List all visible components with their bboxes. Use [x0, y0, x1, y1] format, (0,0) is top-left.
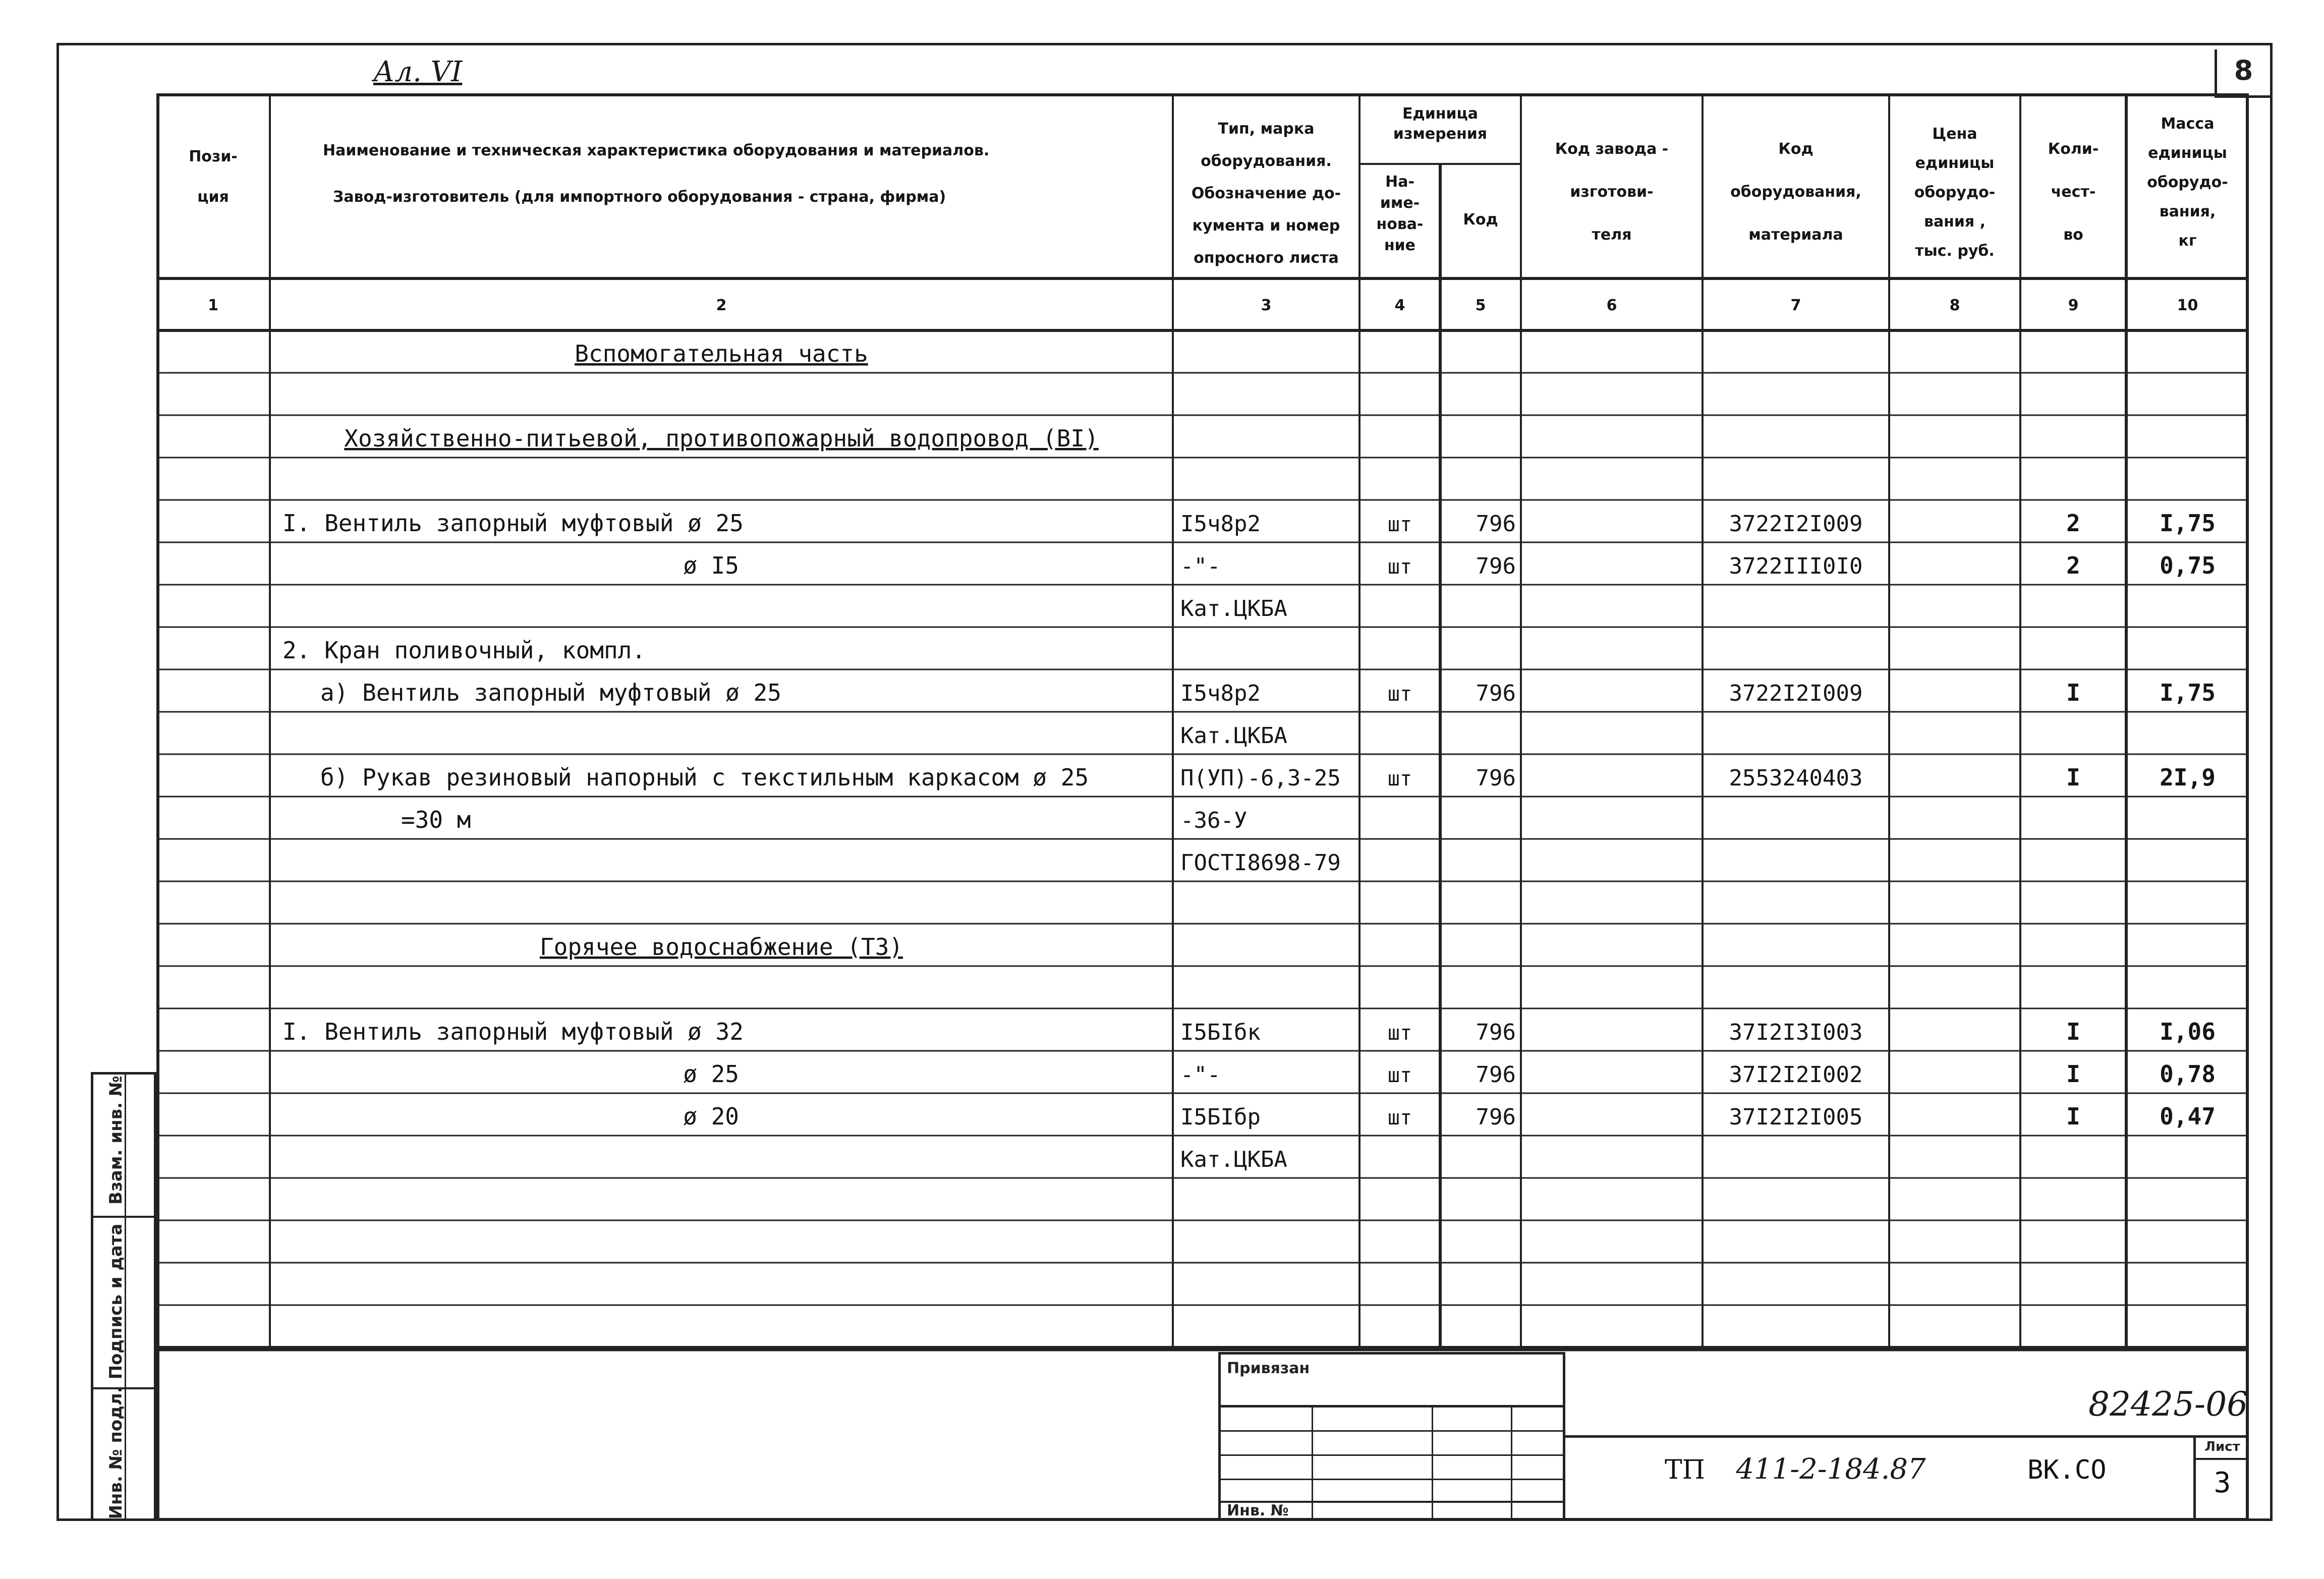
row-unit: шт	[1387, 767, 1412, 791]
designation-suffix: ВК.СО	[2027, 1455, 2107, 1485]
row-unit: шт	[1387, 513, 1412, 536]
header-mass: вания,	[2159, 203, 2216, 220]
column-number: 6	[1606, 297, 1617, 314]
row-mass: I,75	[2160, 510, 2216, 537]
header-plant-code: Код завода -	[1555, 140, 1669, 158]
row-name: I. Вентиль запорный муфтовый ø 25	[282, 510, 744, 537]
designation-number: 411-2-184.87	[1736, 1453, 1926, 1486]
header-type: опросного листа	[1194, 249, 1339, 267]
header-price: Цена	[1932, 125, 1977, 143]
row-type: -"-	[1180, 553, 1221, 579]
privyazan-box	[1218, 1352, 1565, 1521]
header-unit-group: Единица	[1402, 105, 1478, 123]
row-type: -36-У	[1180, 808, 1248, 833]
header-position: Пози-	[189, 148, 238, 165]
side-stamp-invpodl: Инв. № подл.	[106, 1386, 126, 1519]
album-label: Ал. VI	[373, 55, 463, 88]
row-unit: шт	[1387, 555, 1412, 579]
row-unit-code: 796	[1476, 681, 1516, 706]
row-unit-code: 796	[1476, 1020, 1516, 1045]
header-unit-code: Код	[1463, 211, 1498, 229]
row-quantity: 2	[2066, 510, 2080, 537]
header-type: Тип, марка	[1218, 120, 1315, 138]
row-name: Вспомогательная часть	[575, 340, 868, 367]
row-unit-code: 796	[1476, 511, 1516, 537]
row-unit-code: 796	[1476, 765, 1516, 791]
side-stamp-vzam: Взам. инв. №	[106, 1076, 126, 1205]
row-quantity: I	[2066, 1103, 2080, 1130]
header-price: единицы	[1915, 154, 1995, 172]
row-mass: 0,78	[2160, 1060, 2216, 1088]
row-unit: шт	[1387, 1064, 1412, 1087]
row-mass: I,75	[2160, 679, 2216, 706]
row-mass: I,06	[2160, 1018, 2216, 1045]
row-name: ø 25	[683, 1060, 739, 1088]
column-number: 1	[208, 297, 218, 314]
row-mass: 2I,9	[2160, 764, 2216, 791]
header-unit-name: нова-	[1376, 215, 1424, 233]
row-type: I5БIбк	[1180, 1020, 1261, 1045]
privyazan-label: Привязан	[1227, 1360, 1310, 1377]
row-quantity: 2	[2066, 552, 2080, 579]
header-plant: Завод-изготовитель (для импортного оборудования - страна, фирма)	[333, 188, 946, 206]
header-quantity: Коли-	[2048, 140, 2099, 158]
designation	[1665, 1453, 2107, 1486]
corner-sheet-number: 8	[2234, 54, 2253, 86]
row-equipment-code: 3722III0I0	[1729, 553, 1863, 579]
header-quantity: во	[2063, 226, 2083, 244]
column-number: 3	[1261, 297, 1272, 314]
row-unit: шт	[1387, 1022, 1412, 1045]
row-equipment-code: 3722I2I009	[1729, 511, 1863, 537]
row-unit-code: 796	[1476, 1062, 1516, 1088]
row-name: б) Рукав резиновый напорный с текстильным каркасом ø 25	[320, 764, 1089, 791]
row-name: Горячее водоснабжение (Т3)	[539, 933, 903, 961]
header-type: Обозначение до-	[1191, 185, 1341, 202]
row-type: Кат.ЦКБА	[1180, 596, 1287, 622]
row-name: ø I5	[683, 552, 739, 579]
header-unit-name: На-	[1385, 173, 1414, 191]
row-name: 2. Кран поливочный, компл.	[282, 637, 646, 664]
column-number: 4	[1394, 297, 1405, 314]
designation-prefix: ТП	[1665, 1455, 1706, 1485]
row-equipment-code: 37I2I2I002	[1729, 1062, 1863, 1088]
row-type: -"-	[1180, 1062, 1221, 1088]
header-unit-group: измерения	[1393, 125, 1488, 143]
row-type: I5БIбр	[1180, 1104, 1261, 1130]
row-type: I5ч8р2	[1180, 681, 1261, 706]
header-plant-code: теля	[1592, 226, 1632, 244]
row-quantity: I	[2066, 679, 2080, 706]
header-position: ция	[197, 188, 229, 206]
row-equipment-code: 2553240403	[1729, 765, 1863, 791]
row-equipment-code: 37I2I3I003	[1729, 1020, 1863, 1045]
header-type: оборудования.	[1201, 152, 1332, 170]
header-quantity: чест-	[2051, 183, 2096, 201]
sheet-label: Лист	[2204, 1439, 2240, 1454]
header-price: оборудо-	[1914, 184, 1996, 201]
header-price: вания ,	[1923, 213, 1986, 231]
header-plant-code: изготови-	[1570, 183, 1654, 201]
row-quantity: I	[2066, 1060, 2080, 1088]
row-name: ø 20	[683, 1103, 739, 1130]
column-number: 7	[1790, 297, 1801, 314]
column-number: 5	[1475, 297, 1486, 314]
row-unit-code: 796	[1476, 553, 1516, 579]
sheet-value: 3	[2214, 1467, 2231, 1499]
header-equipment-code: материала	[1748, 226, 1843, 244]
row-type: Кат.ЦКБА	[1180, 723, 1287, 749]
row-name: I. Вентиль запорный муфтовый ø 32	[282, 1018, 744, 1045]
header-equipment-code: Код	[1778, 140, 1813, 158]
row-name: Хозяйственно-питьевой, противопожарный водопровод (BI)	[344, 425, 1099, 452]
row-mass: 0,75	[2160, 552, 2216, 579]
row-equipment-code: 37I2I2I005	[1729, 1104, 1863, 1130]
row-name: а) Вентиль запорный муфтовый ø 25	[320, 679, 781, 706]
row-mass: 0,47	[2160, 1103, 2216, 1130]
side-stamp-podpis: Подпись и дата	[106, 1223, 126, 1380]
row-type: Кат.ЦКБА	[1180, 1147, 1287, 1172]
column-number: 10	[2177, 297, 2198, 314]
header-mass: оборудо-	[2147, 174, 2228, 191]
row-quantity: I	[2066, 764, 2080, 791]
header-unit-name: ние	[1384, 237, 1416, 254]
sheet-box	[2193, 1435, 2249, 1521]
row-quantity: I	[2066, 1018, 2080, 1045]
row-unit: шт	[1387, 1106, 1412, 1130]
row-type: П(УП)-6,3-25	[1180, 765, 1341, 791]
header-name: Наименование и техническая характеристика оборудования и материалов.	[323, 142, 990, 159]
header-type: кумента и номер	[1192, 217, 1340, 235]
header-mass: Масса	[2161, 115, 2215, 133]
row-name: =30 м	[401, 806, 471, 833]
column-number: 8	[1949, 297, 1960, 314]
row-type: ГОСТI8698-79	[1180, 850, 1341, 876]
header-price: тыс. руб.	[1915, 242, 1995, 260]
column-number: 9	[2068, 297, 2079, 314]
column-number: 2	[716, 297, 727, 314]
row-equipment-code: 3722I2I009	[1729, 681, 1863, 706]
inv-label: Инв. №	[1227, 1502, 1289, 1519]
row-unit: шт	[1387, 683, 1412, 706]
row-type: I5ч8р2	[1180, 511, 1261, 537]
header-equipment-code: оборудования,	[1730, 183, 1861, 201]
header-mass: кг	[2178, 232, 2197, 250]
header-mass: единицы	[2148, 144, 2227, 162]
row-unit-code: 796	[1476, 1104, 1516, 1130]
header-unit-name: име-	[1380, 194, 1420, 212]
doc-code-handwritten: 82425-06	[2088, 1385, 2248, 1424]
